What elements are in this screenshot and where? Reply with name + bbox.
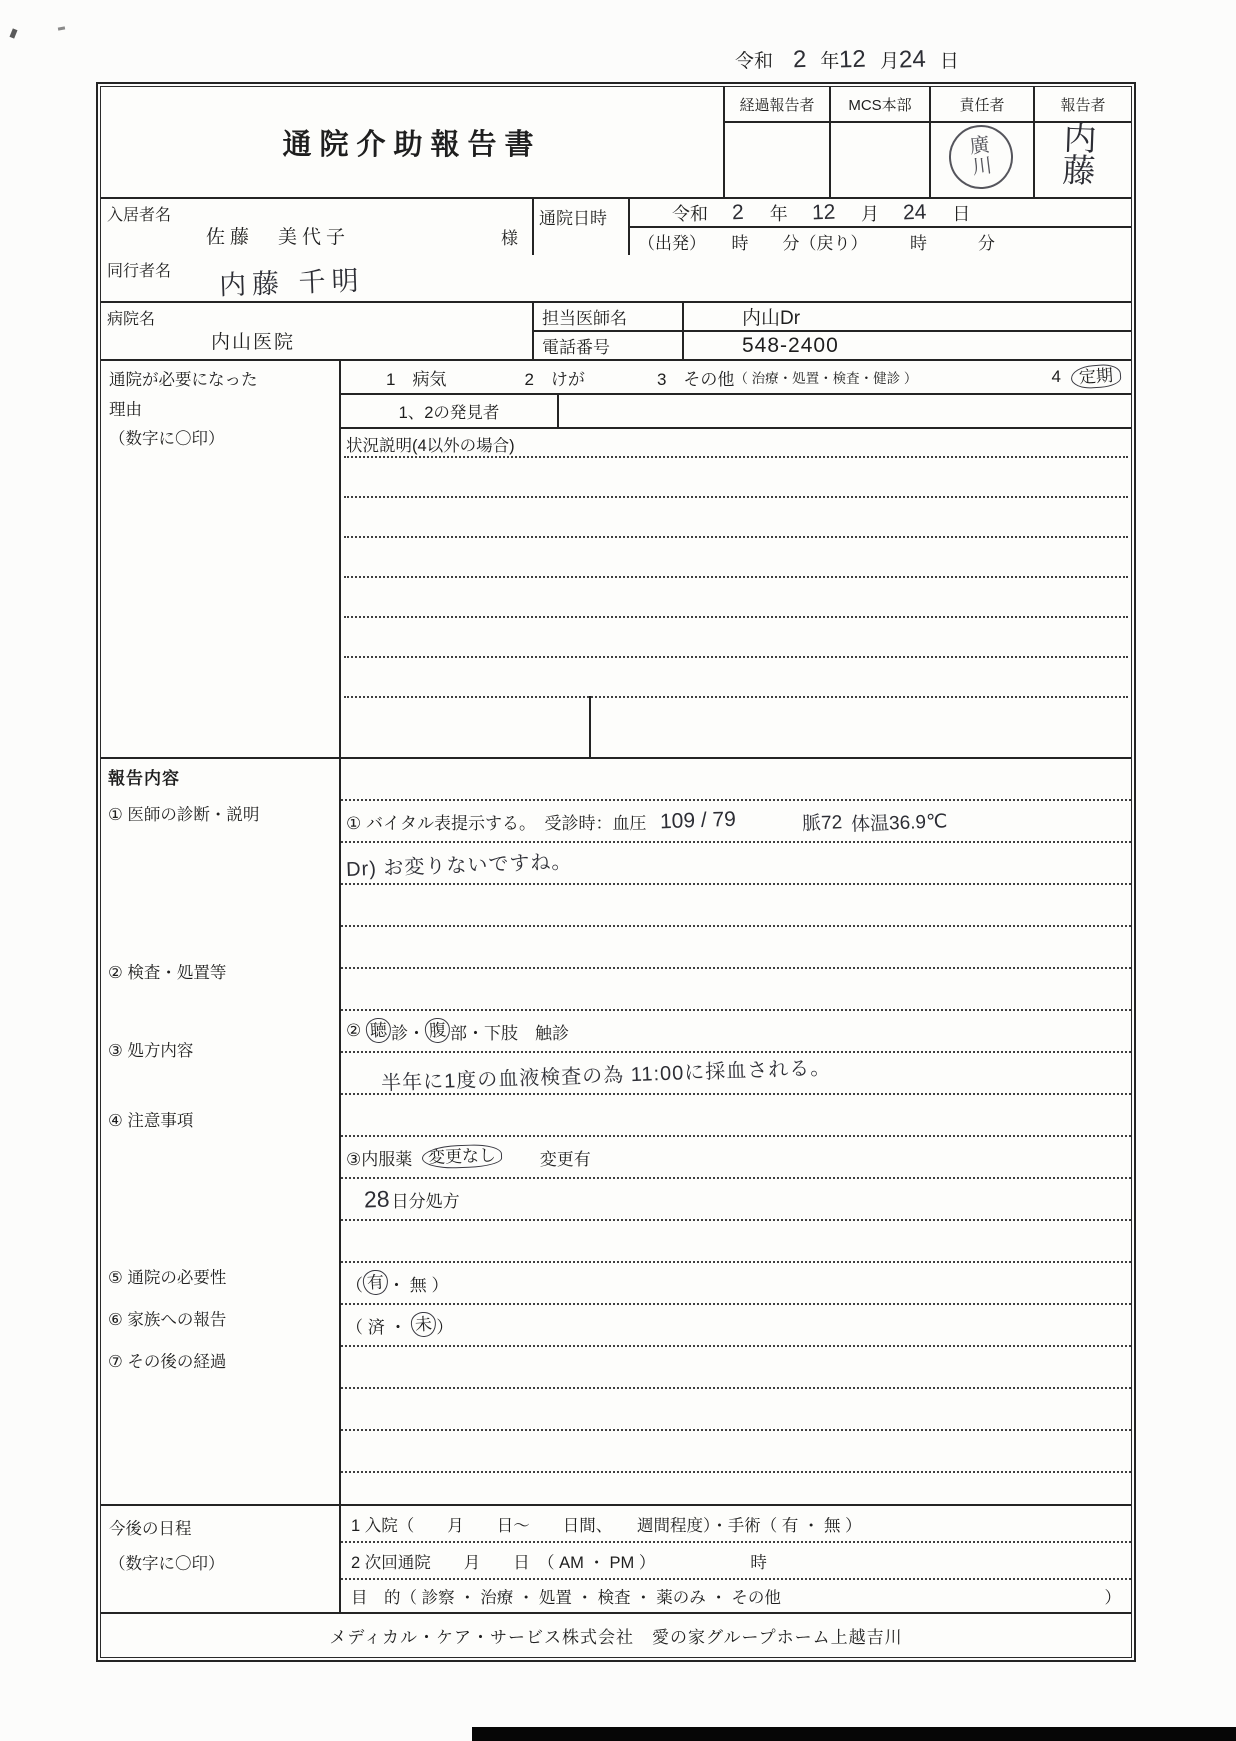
exam-text2: 部・下肢 触診 xyxy=(449,1023,569,1043)
dotted-rule xyxy=(344,496,1128,498)
prescription-suffix: 日分処方 xyxy=(391,1191,460,1211)
era-label: 令和 xyxy=(735,51,774,72)
dotted-rule xyxy=(344,656,1128,658)
hospital-right xyxy=(534,303,1131,359)
resident-name: 佐藤 美代子 xyxy=(206,227,351,248)
doctor-name: 内山Dr xyxy=(742,308,801,329)
medication-no-change-circled: 変更なし xyxy=(421,1144,502,1170)
schedule-content xyxy=(341,1506,1131,1612)
next-visit-text: 2 次回通院 月 日 （ AM ・ PM ） xyxy=(351,1553,656,1572)
situation-area xyxy=(341,429,1131,757)
report-line-empty xyxy=(341,1221,1131,1263)
visit-era: 令和 xyxy=(672,203,708,224)
reason-option-injury: 2 けが xyxy=(524,369,585,389)
reporter-signature-handwritten: 内藤 xyxy=(1061,119,1098,190)
hospital-name: 内山医院 xyxy=(211,332,296,353)
report-line-empty xyxy=(341,927,1131,969)
report-content xyxy=(341,759,1131,1504)
purpose-text: 目 的（ 診察 ・ 治療 ・ 処置 ・ 検査 ・ 薬のみ ・ その他 xyxy=(351,1589,781,1607)
report-line-blood-test xyxy=(341,1053,1131,1095)
year-handwritten: 2 xyxy=(792,45,807,74)
prescription-days-handwritten: 28 xyxy=(363,1185,391,1212)
report-line-family xyxy=(341,1305,1131,1347)
visit-day-handwritten: 24 xyxy=(902,200,927,224)
report-line-empty xyxy=(341,759,1131,801)
header-row xyxy=(101,87,1131,197)
report-item-2: ② 検査・処置等 xyxy=(108,964,227,982)
visit-month-label: 月 xyxy=(861,203,880,224)
approval-value-empty xyxy=(831,123,929,197)
approval-label: MCS本部 xyxy=(831,87,929,123)
blood-pressure-handwritten: 109 / 79 xyxy=(660,807,737,834)
resident-label: 入居者名 xyxy=(107,207,172,224)
reason-option-regular-number: 4 xyxy=(1051,367,1061,386)
schedule-row-purpose xyxy=(341,1580,1131,1612)
vitals-printed-text: ① バイタル表提示する。 受診時：血圧 xyxy=(346,813,647,833)
report-item-1: ① 医師の診断・説明 xyxy=(108,806,260,824)
reason-option-regular-circled: 定期 xyxy=(1070,364,1122,391)
schedule-row-hospitalization: 1 入院（ 月 日～ 日間、 週間程度）・手術（ 有 ・ 無 ） xyxy=(341,1506,1131,1543)
situation-label: 状況説明(4以外の場合) xyxy=(346,437,515,455)
approval-col-mcs-hq xyxy=(829,87,929,197)
report-line-empty xyxy=(341,1347,1131,1389)
blood-test-note-handwritten: 半年に1度の血液検査の為 11:00に採血される。 xyxy=(380,1056,832,1095)
title-cell xyxy=(101,87,723,197)
reason-content xyxy=(341,361,1131,757)
month-handwritten: 12 xyxy=(838,45,867,74)
report-line-empty xyxy=(341,885,1131,927)
hospital-label: 病院名 xyxy=(107,311,156,328)
schedule-label-line1: 今後の日程 xyxy=(109,1520,192,1538)
temperature-handwritten: 体温36.9℃ xyxy=(850,810,948,836)
report-item-5: ⑤ 通院の必要性 xyxy=(108,1269,227,1287)
reason-label-line2: 理由 xyxy=(109,400,142,419)
medication-change-option: 変更有 xyxy=(539,1149,591,1169)
visit-date-line xyxy=(630,199,1131,228)
approval-value-empty xyxy=(725,123,829,197)
report-header: 報告内容 xyxy=(108,769,180,788)
phone-label: 電話番号 xyxy=(534,332,684,359)
top-date-line xyxy=(735,46,959,74)
exam-number: ② xyxy=(346,1021,362,1040)
scan-speck xyxy=(58,26,65,30)
report-item-6: ⑥ 家族への報告 xyxy=(108,1311,227,1329)
visit-datetime-label: 通院日時 xyxy=(534,199,630,255)
approval-value-stamp xyxy=(931,123,1033,197)
dotted-rule xyxy=(344,616,1128,618)
visit-day-label: 日 xyxy=(952,203,971,224)
report-section xyxy=(101,759,1131,1504)
form-border xyxy=(96,82,1136,1662)
dotted-rule xyxy=(344,576,1128,578)
page-title: 通院介助報告書 xyxy=(282,128,542,161)
reason-option-sickness: 1 病気 xyxy=(386,369,447,389)
schedule-row-next-visit xyxy=(341,1543,1131,1580)
reason-label-line1: 通院が必要になった xyxy=(109,371,258,389)
purpose-close-paren: ） xyxy=(1104,1589,1121,1607)
exam-text1: 診・ xyxy=(390,1023,425,1043)
hanko-stamp xyxy=(945,121,1016,192)
report-line-vitals xyxy=(341,801,1131,843)
reason-label-line3: （数字に〇印） xyxy=(109,430,225,449)
pulse-handwritten: 脈72 xyxy=(802,811,843,835)
approval-label: 経過報告者 xyxy=(725,87,829,123)
report-line-empty xyxy=(341,1473,1131,1504)
report-line-necessity xyxy=(341,1263,1131,1305)
report-item-7: ⑦ その後の経過 xyxy=(108,1353,227,1371)
approval-label: 責任者 xyxy=(931,87,1033,123)
day-handwritten: 24 xyxy=(898,45,927,74)
phone-number: 548-2400 xyxy=(742,333,839,357)
approval-col-progress-reporter xyxy=(723,87,829,197)
necessity-open: （ xyxy=(346,1275,363,1295)
necessity-rest: ・ 無 ） xyxy=(388,1275,449,1295)
month-label: 月 xyxy=(880,51,900,72)
exam-abdomen-circled: 腹 xyxy=(424,1018,451,1045)
reason-option-regular-wrap xyxy=(1052,365,1121,388)
year-label: 年 xyxy=(820,51,840,72)
report-item-4: ④ 注意事項 xyxy=(108,1112,194,1130)
companion-name-handwritten: 内藤 千明 xyxy=(218,265,366,301)
finder-label: 1、2の発見者 xyxy=(341,395,559,427)
cell-divider-line xyxy=(589,696,591,757)
report-item-3: ③ 処方内容 xyxy=(108,1042,194,1060)
visit-year-label: 年 xyxy=(769,203,788,224)
dotted-rule xyxy=(344,696,1128,698)
report-line-empty xyxy=(341,1095,1131,1137)
visit-year-handwritten: 2 xyxy=(731,200,745,224)
hanko-stamp-text: 廣川 xyxy=(968,133,994,180)
approval-label: 報告者 xyxy=(1035,87,1131,123)
reason-option-other-detail: （ 治療・処置・検査・健診 ） xyxy=(734,371,918,386)
doctor-comment-handwritten: Dr) お変りないですね。 xyxy=(345,850,573,881)
approval-value-signature xyxy=(1035,119,1131,197)
next-visit-time-label: 時 xyxy=(750,1553,767,1572)
family-close: ） xyxy=(436,1317,454,1337)
resident-row xyxy=(101,197,1131,255)
report-line-prescription xyxy=(341,1179,1131,1221)
dotted-rule xyxy=(344,536,1128,538)
scanner-black-bar xyxy=(472,1727,1236,1741)
report-line-empty xyxy=(341,1431,1131,1473)
resident-honorific: 様 xyxy=(501,229,518,248)
report-line-exam xyxy=(341,1011,1131,1053)
doctor-row xyxy=(534,303,1131,332)
companion-label: 同行者名 xyxy=(107,263,172,280)
report-line-empty xyxy=(341,1389,1131,1431)
company-footer: メディカル・ケア・サービス株式会社 愛の家グループホーム上越吉川 xyxy=(329,1628,903,1647)
hospital-row xyxy=(101,303,1131,361)
reason-section xyxy=(101,361,1131,759)
companion-row xyxy=(101,255,1131,303)
day-label: 日 xyxy=(939,51,959,72)
family-not-yet-circled: 未 xyxy=(410,1312,437,1339)
resident-name-cell xyxy=(101,199,534,255)
visit-datetime-cell xyxy=(630,199,1131,255)
visit-depart-return-line: （出発） 時 分（戻り） 時 分 xyxy=(638,234,995,253)
hospital-name-cell xyxy=(101,303,534,359)
reason-label-cell xyxy=(101,361,341,757)
finder-row xyxy=(341,395,1131,429)
form xyxy=(100,86,1132,1658)
approval-col-reporter xyxy=(1033,87,1131,197)
report-label-cell xyxy=(101,759,341,1504)
reason-options-row xyxy=(341,361,1131,395)
exam-auscultation-circled: 聴 xyxy=(365,1018,392,1045)
phone-row xyxy=(534,332,1131,359)
necessity-yes-circled: 有 xyxy=(362,1270,389,1297)
dotted-rule xyxy=(344,456,1128,458)
family-open: （ 済 ・ xyxy=(346,1317,407,1337)
schedule-section xyxy=(101,1504,1131,1614)
doctor-label: 担当医師名 xyxy=(534,303,684,330)
reason-option-other: 3 その他 xyxy=(656,369,735,389)
visit-month-handwritten: 12 xyxy=(811,200,836,224)
schedule-label-line2: （数字に〇印） xyxy=(109,1554,225,1573)
report-line-medication xyxy=(341,1137,1131,1179)
medication-label: ③内服薬 xyxy=(346,1149,413,1169)
schedule-label-cell xyxy=(101,1506,341,1612)
approval-col-manager xyxy=(929,87,1033,197)
report-line-doctor-comment xyxy=(341,843,1131,885)
scan-speck xyxy=(9,28,17,38)
report-line-empty xyxy=(341,969,1131,1011)
